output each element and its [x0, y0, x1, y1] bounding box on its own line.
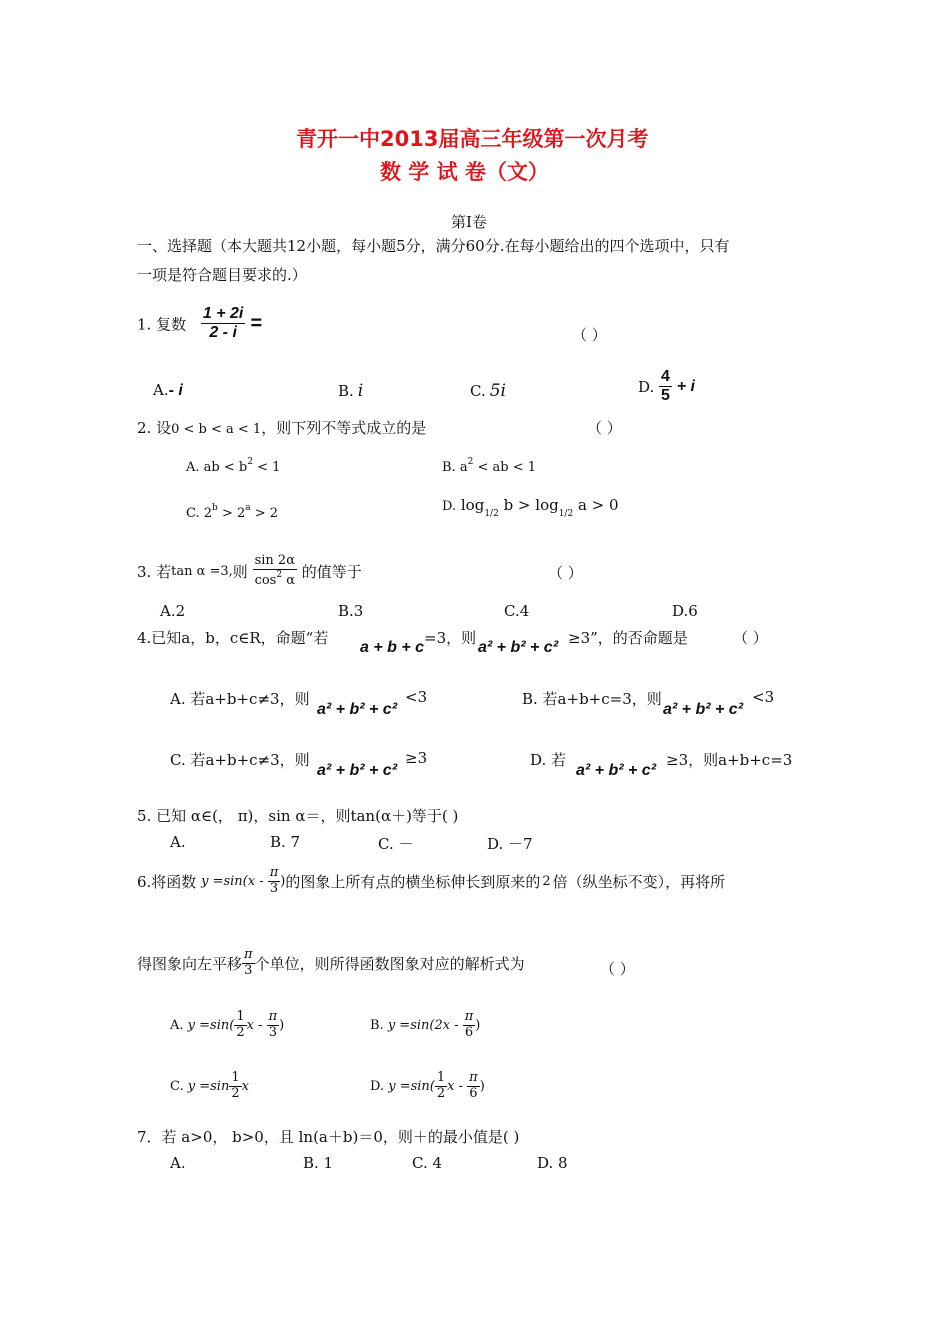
q2-option-d-b: b > log: [498, 496, 559, 514]
q6-rest2: 倍（纵坐标不变），再将所: [552, 872, 726, 891]
q4-mid: =3，则: [424, 629, 477, 647]
q6-option-d-f1n: 1: [436, 1070, 446, 1085]
q2-option-d-a: log: [460, 496, 485, 514]
q2-option-d-sub2: 1/2: [558, 509, 574, 519]
q6-option-a-b: x -: [246, 1017, 267, 1033]
q6-option-a-f2n: π: [268, 1009, 278, 1024]
q2-option-b: [442, 457, 536, 475]
q2-option-a-sup: 2: [247, 457, 253, 467]
q6-option-a-f1d: 2: [236, 1024, 245, 1040]
q6-option-a-f2d: 3: [268, 1024, 278, 1040]
q1-option-c-label: C.: [470, 382, 486, 400]
q2-option-c-sup2: a: [245, 503, 251, 513]
q3-then: 则: [232, 562, 248, 581]
question-1: [137, 305, 262, 343]
q6-func-num: π: [269, 865, 279, 880]
q6-option-c-fd: 2: [231, 1085, 240, 1101]
q6-option-d-f1d: 2: [436, 1085, 446, 1101]
q6-option-a-frac2: [267, 1010, 280, 1041]
instructions-line-1: 一、选择题（本大题共12小题，每小题5分，满分60分.在每小题给出的四个选项中，只有: [137, 237, 730, 255]
q1-eq: =: [250, 312, 262, 335]
q4-option-a-expr: a² + b² + c²: [317, 701, 398, 718]
q4-answer-paren: （ ）: [733, 629, 768, 647]
q6-option-c-frac: [229, 1071, 241, 1102]
q6-func-den: 3: [269, 880, 279, 896]
question-6-line-1: [137, 866, 725, 897]
q6-option-b-a: y =sin(2x -: [387, 1017, 463, 1033]
q1-stem: 1. 复数: [137, 315, 187, 334]
q6-option-b-label: B.: [370, 1017, 384, 1033]
q2-option-b-label: B.: [442, 460, 456, 475]
q5-option-b: B. 7: [270, 833, 301, 851]
q7-option-b: B. 1: [303, 1154, 334, 1172]
q1-option-a: [153, 381, 183, 400]
q6-option-d-f2d: 6: [469, 1085, 478, 1101]
q1-option-d: [638, 368, 695, 406]
q2-option-d-sub1: 1/2: [484, 509, 499, 519]
q4-option-d-tail: ≥3，则a+b+c=3: [666, 751, 793, 769]
q2-option-d-label: D.: [442, 499, 457, 514]
q1-frac-den: 2 - i: [209, 324, 237, 342]
q6-option-c-fn: 1: [231, 1070, 240, 1085]
section-label: 第Ⅰ卷: [451, 213, 487, 231]
q6-answer-paren: （ ）: [600, 960, 635, 978]
q4-expr-2: a² + b² + c²: [478, 639, 559, 656]
q6-option-c: [170, 1071, 249, 1102]
q3-answer-paren: （ ）: [548, 564, 583, 582]
q1-option-b: [338, 381, 363, 401]
q7-option-d: D. 8: [537, 1154, 568, 1172]
instructions-line-2: 一项是符合题目要求的.）: [137, 266, 307, 284]
q3-frac-den: [253, 570, 297, 589]
q2-option-c-a: 2: [203, 506, 213, 521]
q6-func-b: ): [280, 873, 286, 889]
q3-frac-den-sup: 2: [276, 569, 283, 580]
q1-option-d-den: 5: [661, 387, 670, 405]
q4-option-a-text: A. 若a+b+c≠3，则: [170, 690, 310, 708]
q6-option-b-fn: π: [464, 1009, 474, 1024]
q4-option-b-expr: a² + b² + c²: [663, 701, 744, 718]
q4-lead: 4.已知a，b，c∈R，命题“若: [137, 629, 329, 647]
q6-option-b-frac: [463, 1010, 476, 1041]
q1-option-a-label: A.: [153, 381, 169, 399]
q3-frac-den-a: cos: [254, 572, 277, 588]
q7-option-c: C. 4: [412, 1154, 443, 1172]
q2-option-a-label: A.: [186, 460, 200, 475]
q2-option-a-expr: ab < b: [203, 460, 248, 475]
q3-option-d: D.6: [672, 602, 698, 620]
q2-answer-paren: （ ）: [587, 419, 622, 437]
q2-condition: 0 < b < a < 1: [171, 422, 262, 437]
q2-option-c-c: > 2: [250, 506, 279, 521]
q6-option-c-label: C.: [170, 1078, 184, 1094]
question-5: 5. 已知 α∈(， π)，sin α＝，则tan(α＋)等于( ): [137, 807, 459, 825]
q6-option-b: [370, 1010, 480, 1041]
q6-func-frac: [268, 866, 281, 897]
q6-option-d-frac1: [435, 1071, 447, 1102]
q6-option-a-c: ): [279, 1017, 285, 1033]
q3-frac-num: sin 2α: [253, 554, 297, 570]
q6-option-d-b: x -: [447, 1078, 468, 1094]
q4-option-c-tail: ≥3: [405, 749, 428, 767]
q6-option-a-f1n: 1: [236, 1009, 245, 1024]
q4-option-d-text: D. 若: [530, 751, 567, 769]
q2-option-d-c: a > 0: [573, 496, 619, 514]
q6-shift-num: π: [244, 947, 253, 962]
q6-line2-a: 得图象向左平移: [137, 954, 243, 973]
question-2: [137, 417, 426, 438]
q6-option-d-a: y =sin(: [388, 1078, 435, 1094]
q2-option-a: [186, 457, 280, 475]
q6-option-d-label: D.: [370, 1078, 385, 1094]
q1-option-b-value: i: [357, 381, 364, 401]
q6-line2-b: 个单位，则所得函数图象对应的解析式为: [254, 954, 525, 973]
exam-subtitle: 数 学 试 卷（文）: [380, 160, 549, 184]
q4-option-c-text: C. 若a+b+c≠3，则: [170, 751, 310, 769]
exam-title: 青开一中2013届高三年级第一次月考: [296, 127, 649, 151]
q6-shift-den: 3: [244, 962, 253, 978]
q6-option-d-f2n: π: [469, 1070, 478, 1085]
q6-option-a: [170, 1010, 284, 1041]
q1-option-c-value: 5i: [489, 381, 506, 401]
q3-condition: tan α =3,: [171, 563, 233, 579]
q2-option-c: [186, 503, 278, 521]
q2-rest: ，则下列不等式成立的是: [261, 419, 427, 437]
q6-option-a-a: y =sin(: [187, 1017, 235, 1033]
q6-option-b-fd: 6: [464, 1024, 474, 1040]
q6-rest1: 的图象上所有点的横坐标伸长到原来的: [285, 872, 541, 891]
q4-option-d-expr: a² + b² + c²: [576, 762, 657, 779]
q1-frac-num: 1 + 2i: [201, 305, 245, 324]
q1-option-d-fraction: [659, 368, 672, 406]
q1-option-d-num: 4: [659, 368, 672, 387]
q5-option-d: D. －7: [487, 835, 533, 853]
q3-option-a: A.2: [160, 602, 186, 620]
q3-fraction: [253, 554, 297, 589]
q3-option-b: B.3: [338, 602, 364, 620]
q1-option-b-label: B.: [338, 382, 354, 400]
q4-option-a-tail: <3: [405, 688, 428, 706]
q3-option-c: C.4: [504, 602, 530, 620]
q6-option-d-frac2: [467, 1071, 480, 1102]
q1-answer-paren: （ ）: [572, 326, 607, 344]
q2-option-a-expr2: < 1: [252, 460, 281, 475]
q1-option-d-value: + i: [676, 377, 695, 395]
q6-option-a-frac1: [234, 1010, 246, 1041]
question-7: 7．若 a>0， b>0，且 ln(a＋b)＝0，则＋的最小值是( ): [137, 1128, 520, 1146]
q1-option-d-label: D.: [638, 377, 655, 396]
q6-option-c-a: y =sin: [187, 1078, 230, 1094]
q6-option-a-label: A.: [170, 1017, 184, 1033]
q4-option-b-tail: <3: [752, 688, 775, 706]
q2-option-c-sup1: b: [212, 503, 218, 513]
q4-expr-1: a + b + c: [360, 639, 425, 656]
q6-shift-frac: [242, 948, 255, 979]
q1-option-a-value: - i: [168, 382, 183, 399]
q3-num: 3. 若: [137, 562, 172, 581]
q4-tail: ≥3”，的否命题是: [568, 629, 688, 647]
q1-fraction: [201, 305, 245, 343]
q2-option-d: [442, 496, 619, 519]
q4-option-c-expr: a² + b² + c²: [317, 762, 398, 779]
question-3: [137, 554, 362, 589]
question-6-line-2: [137, 948, 525, 979]
q7-option-a: A.: [170, 1154, 186, 1172]
q6-two: 2: [542, 873, 551, 889]
q4-option-b-text: B. 若a+b+c=3，则: [522, 690, 662, 708]
q2-num: 2. 设: [137, 419, 172, 437]
q2-option-c-label: C.: [186, 506, 200, 521]
q2-option-c-b: > 2: [217, 506, 246, 521]
q5-option-a: A.: [170, 833, 186, 851]
q6-option-d: [370, 1071, 485, 1102]
q6-lead: 6.将函数: [137, 872, 197, 891]
q3-rest: 的值等于: [301, 562, 362, 581]
q1-option-c: [470, 381, 506, 401]
q2-option-b-sup: 2: [467, 457, 474, 467]
q3-frac-den-b: α: [282, 572, 296, 588]
q2-option-b-expr: a: [459, 460, 468, 475]
q6-option-b-b: ): [475, 1017, 481, 1033]
q6-option-d-c: ): [479, 1078, 485, 1094]
q6-func-a: y =sin(x -: [201, 873, 268, 889]
q6-option-c-b: x: [241, 1078, 249, 1094]
q2-option-b-expr2: < ab < 1: [473, 460, 536, 475]
q5-option-c: C. －: [378, 835, 414, 853]
